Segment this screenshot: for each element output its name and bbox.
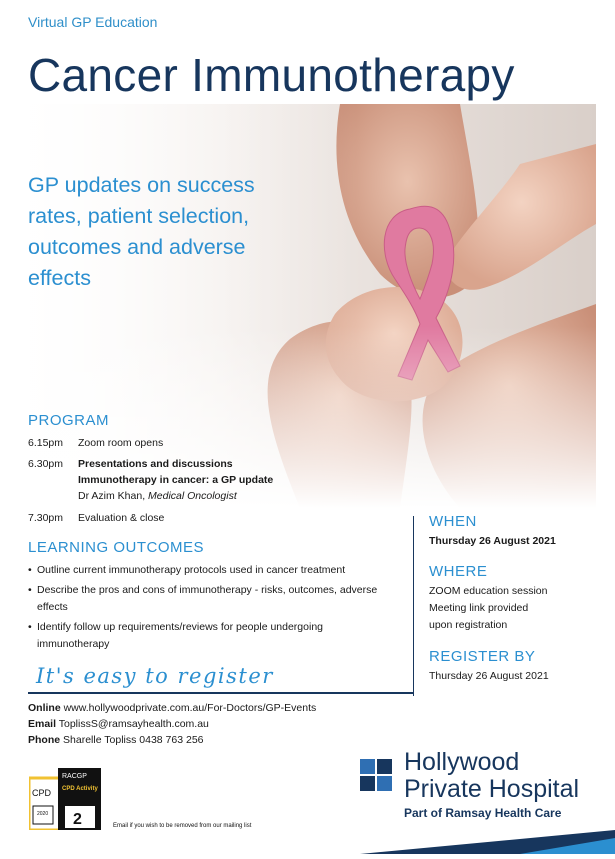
where-block xyxy=(429,563,609,634)
phone-value: Sharelle Topliss 0438 763 256 xyxy=(63,734,204,746)
program-speaker-line xyxy=(78,488,378,504)
email-label: Email xyxy=(28,718,57,730)
program-text: Evaluation & close xyxy=(78,512,165,524)
hospital-logo-icon xyxy=(360,759,392,791)
online-label: Online xyxy=(28,702,61,714)
where-heading: WHERE xyxy=(429,563,488,580)
learning-outcomes-list xyxy=(28,562,388,656)
where-line: Meeting link provided xyxy=(429,602,529,614)
program-speaker: Dr Azim Khan, xyxy=(78,490,146,502)
where-line: upon registration xyxy=(429,619,508,631)
cpd-points: 2 xyxy=(73,811,82,828)
when-heading: WHEN xyxy=(429,513,477,530)
when-value: Thursday 26 August 2021 xyxy=(429,535,556,547)
eyebrow-text: Virtual GP Education xyxy=(28,14,158,30)
program-subtitle: Immunotherapy in cancer: a GP update xyxy=(78,474,274,486)
footer-decoration xyxy=(0,828,615,854)
divider xyxy=(413,516,414,696)
removal-note: Email if you wish to be removed from our mailing list xyxy=(113,823,252,829)
program-detail xyxy=(78,456,378,504)
hospital-tagline: Part of Ramsay Health Care xyxy=(404,806,562,820)
cpd-year: 2020 xyxy=(37,811,49,817)
cpd-badge xyxy=(29,768,101,830)
learning-outcomes-heading: LEARNING OUTCOMES xyxy=(28,539,205,556)
phone-label: Phone xyxy=(28,734,61,746)
program-time: 6.30pm xyxy=(28,458,64,470)
list-item: • Identify follow up requirements/reviews for people undergoing immunotherapy xyxy=(28,619,388,653)
hospital-name-line1: Hollywood xyxy=(404,748,520,776)
list-item: • Outline current immunotherapy protocols used in cancer treatment xyxy=(28,562,388,579)
cpd-activity-label: CPD Activity xyxy=(62,786,98,792)
program-time: 6.15pm xyxy=(28,437,64,449)
contact-email xyxy=(28,718,209,730)
program-time: 7.30pm xyxy=(28,512,64,524)
register-by-heading: REGISTER BY xyxy=(429,648,536,665)
contact-phone xyxy=(28,734,204,746)
hero-headline: GP updates on success rates, patient selection, outcomes and adverse effects xyxy=(28,173,255,290)
register-by-block xyxy=(429,648,609,685)
program-title: Presentations and discussions xyxy=(78,458,233,470)
cpd-label: CPD xyxy=(32,788,52,798)
divider xyxy=(28,692,413,694)
program-heading: PROGRAM xyxy=(28,412,110,429)
page-title: Cancer Immunotherapy xyxy=(28,49,515,101)
where-line: ZOOM education session xyxy=(429,585,548,597)
email-link[interactable]: ToplissS@ramsayhealth.com.au xyxy=(58,718,209,730)
register-by-value: Thursday 26 August 2021 xyxy=(429,670,549,682)
online-link[interactable]: www.hollywoodprivate.com.au/For-Doctors/GP-Events xyxy=(63,702,317,714)
when-block xyxy=(429,513,609,550)
register-tagline: It's easy to register xyxy=(36,664,274,688)
contact-online xyxy=(28,702,316,714)
list-item: • Describe the pros and cons of immunotherapy - risks, outcomes, adverse effects xyxy=(28,582,388,616)
program-speaker-role: Medical Oncologist xyxy=(148,490,237,502)
program-text: Zoom room opens xyxy=(78,437,164,449)
hospital-name-line2: Private Hospital xyxy=(404,775,580,803)
racgp-label: RACGP xyxy=(62,773,87,780)
